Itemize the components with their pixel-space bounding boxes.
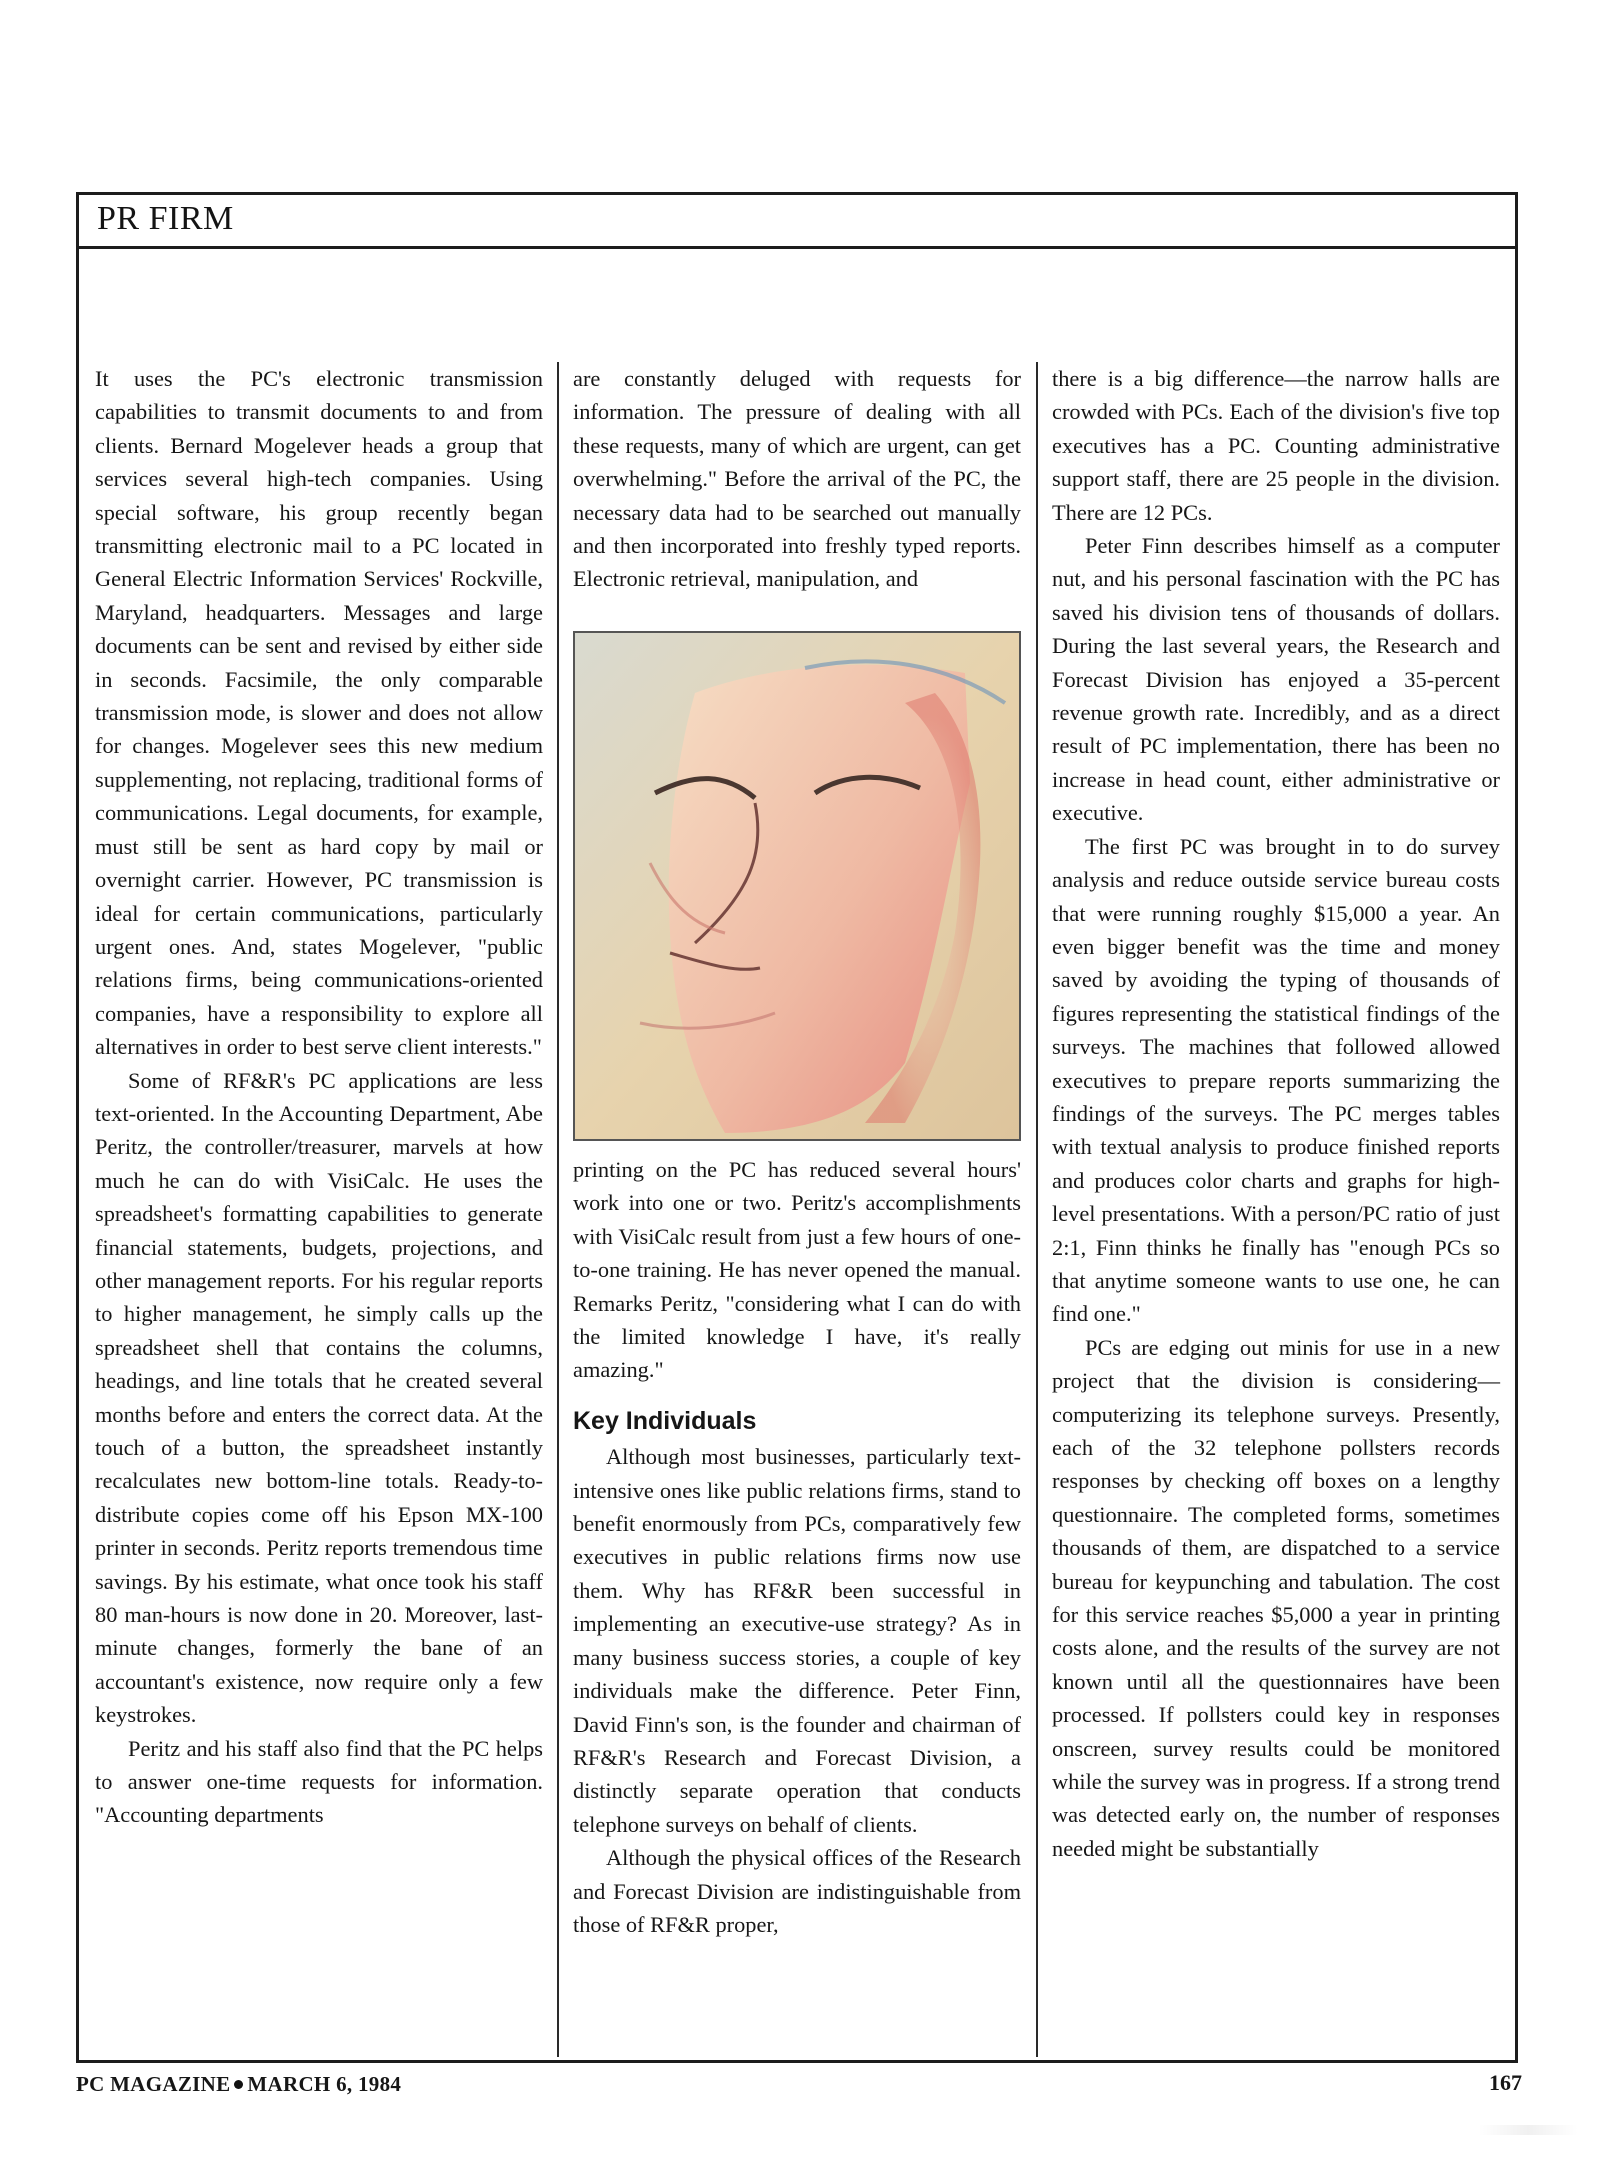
bullet-icon [234, 2080, 243, 2089]
paragraph: It uses the PC's electronic transmission capabilities to transmit documents to and from clients. Bernard Mogelever heads a group that services several high-tech companies. Using special software, his group recently began transmitting electronic mail to a PC located in General Electric Information Services' Rockville, Maryland, headquarters. Messages and large documents can be sent and revised by either side in seconds. Facsimile, the only comparable transmission mode, is slower and does not allow for changes. Mogelever sees this new medium supplementing, not replacing, traditional forms of communications. Legal documents, for example, must still be sent as hard copy by mail or overnight carrier. However, PC transmission is ideal for certain communications, particularly urgent ones. And, states Mogelever, "public relations firms, being communications-oriented companies, have a responsibility to explore all alternatives in order to best serve client interests." [95, 366, 543, 1060]
column-1 [95, 362, 543, 1832]
paragraph: printing on the PC has reduced several hours' work into one or two. Peritz's accomplishments with VisiCalc result from just a few hours of one-to-one training. He has never opened the manual. Remarks Peritz, "considering what I can do with the limited knowledge I have, it's really amazing." [573, 1157, 1021, 1383]
paragraph: The first PC was brought in to do survey analysis and reduce outside service bureau costs that were running roughly $15,000 a year. An even bigger benefit was the time and money saved by avoiding the typing of thousands of figures representing the statistical findings of the surveys. The machines that followed allowed executives to prepare reports summarizing the findings of the surveys. The PC merges tables with textual analysis to produce finished reports and produces color charts and graphs for high-level presentations. With a person/PC ratio of just 2:1, Finn thinks he finally has "enough PCs so that anytime someone wants to use one, he can find one." [1052, 833, 1500, 1327]
face-illustration [573, 631, 1021, 1141]
footer [76, 2072, 401, 2097]
paragraph: Peter Finn describes himself as a computer nut, and his personal fascination with the PC has saved his division tens of thousands of dollars. During the last several years, the Research and Forecast Division has enjoyed a 35-percent revenue growth rate. Incredibly, and as a direct result of PC implementation, there has been no increase in head count, either administrative or executive. [1052, 533, 1500, 826]
paragraph: Peritz and his staff also find that the PC helps to answer one-time requests for information. "Accounting departments [95, 1735, 543, 1828]
column-3 [1052, 362, 1500, 1865]
subhead: Key Individuals [573, 1406, 757, 1435]
section-title: PR FIRM [97, 200, 234, 237]
paragraph: PCs are edging out minis for use in a new project that the division is considering—computerizing its telephone surveys. Presently, each of the 32 telephone pollsters records responses by checking off boxes on a lengthy questionnaire. The completed forms, sometimes thousands of them, are dispatched to a service bureau for keypunching and tabulation. The cost for this service reaches $5,000 a year in printing costs alone, and the results of the survey are not known until all the questionnaires have been processed. If pollsters could key in responses onscreen, survey results could be monitored while the survey was in progress. If a strong trend was detected early on, the number of responses needed might be substantially [1052, 1334, 1500, 1861]
column-divider [557, 362, 559, 2057]
column-2-top [573, 362, 1021, 596]
header-rule [76, 246, 1518, 249]
page-number: 167 [1489, 2070, 1522, 2095]
scan-smear [1478, 2125, 1578, 2135]
paragraph: there is a big difference—the narrow halls are crowded with PCs. Each of the division's five top executives has a PC. Counting administrative support staff, there are 25 people in the division. There are 12 PCs. [1052, 366, 1500, 525]
issue-date: MARCH 6, 1984 [247, 2072, 402, 2096]
magazine-name: PC MAGAZINE [76, 2072, 231, 2096]
column-2-bottom [573, 1153, 1021, 1941]
face-illustration-art [575, 633, 1019, 1139]
paragraph: Although the physical offices of the Research and Forecast Division are indistinguishable from those of RF&R proper, [573, 1845, 1021, 1937]
column-divider [1036, 362, 1038, 2057]
paragraph: Some of RF&R's PC applications are less text-oriented. In the Accounting Department, Abe Peritz, the controller/treasurer, marvels at how much he can do with VisiCalc. He uses the spreadsheet's formatting capabilities to generate financial statements, budgets, projections, and other management reports. For his regular reports to higher management, he simply calls up the spreadsheet shell that contains the columns, headings, and line totals that he created several months before and enters the correct data. At the touch of a button, the spreadsheet instantly recalculates new bottom-line totals. Ready-to-distribute copies come off his Epson MX-100 printer in seconds. Peritz reports tremendous time savings. By his estimate, what once took his staff 80 man-hours is now done in 20. Moreover, last-minute changes, formerly the bane of an accountant's existence, now require only a few keystrokes. [95, 1067, 543, 1728]
paragraph: Although most businesses, particularly text-intensive ones like public relations firms, stand to benefit enormously from PCs, comparatively few executives in public relations firms now use them. Why has RF&R been successful in implementing an executive-use strategy? As in many business success stories, a couple of key individuals make the difference. Peter Finn, David Finn's son, is the founder and chairman of RF&R's Research and Forecast Division, a distinctly separate operation that conducts telephone surveys on behalf of clients. [573, 1444, 1021, 1837]
paragraph: are constantly deluged with requests for information. The pressure of dealing with all these requests, many of which are urgent, can get overwhelming." Before the arrival of the PC, the necessary data had to be searched out manually and then incorporated into freshly typed reports. Electronic retrieval, manipulation, and [573, 366, 1021, 592]
